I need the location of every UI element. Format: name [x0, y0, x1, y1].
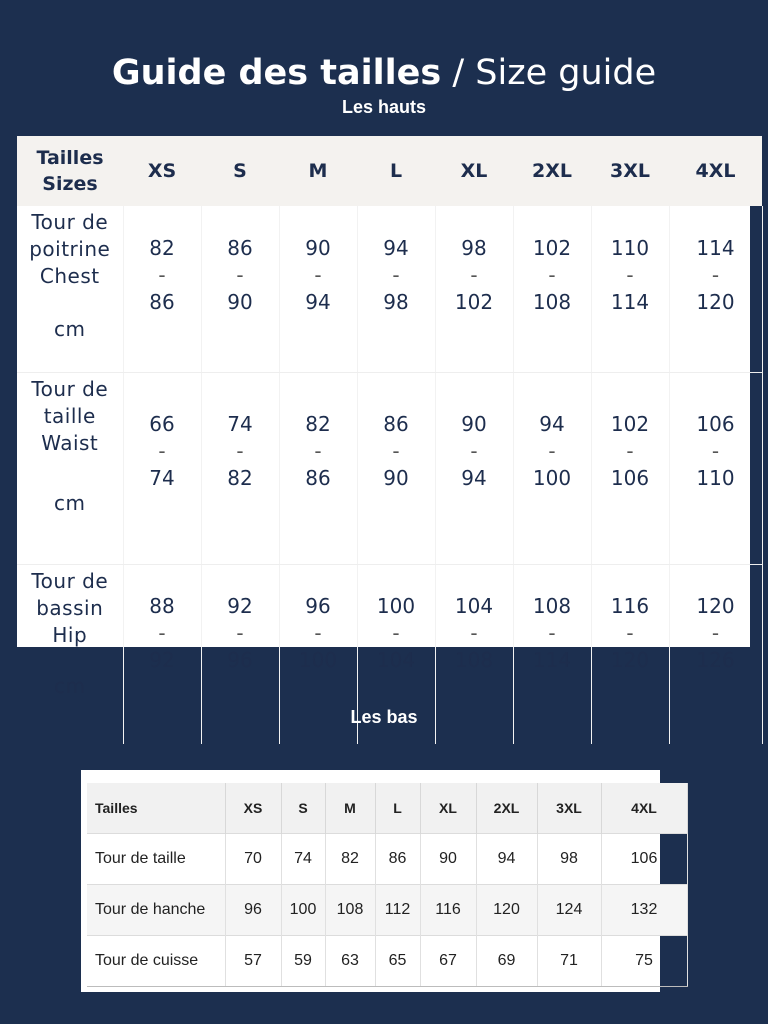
size-value-cell: 100	[281, 885, 325, 936]
range-max: 82	[227, 466, 253, 490]
size-header: 3XL	[537, 783, 601, 834]
range-min: 100	[376, 594, 416, 618]
size-header: 2XL	[476, 783, 537, 834]
size-header: 4XL	[601, 783, 687, 834]
unit-label: cm	[54, 491, 86, 515]
range-min: 120	[696, 594, 735, 618]
size-range-cell	[357, 206, 435, 373]
range-min: 114	[696, 236, 735, 260]
size-header: XS	[123, 136, 201, 206]
size-range-cell	[357, 373, 435, 565]
range-max: 96	[227, 648, 253, 672]
range-min: 96	[305, 594, 331, 618]
range-max: 102	[454, 290, 494, 314]
tops-corner-header	[17, 136, 123, 206]
size-value-cell: 69	[476, 936, 537, 987]
size-value-cell: 106	[601, 834, 687, 885]
range-max: 120	[696, 290, 735, 314]
section-heading-bottoms: Les bas	[350, 707, 418, 727]
range-min: 92	[227, 594, 253, 618]
measurement-label: Tour de hanche	[87, 885, 225, 936]
range-max: 106	[610, 466, 650, 490]
size-value-cell: 74	[281, 834, 325, 885]
title-french: Guide des tailles	[111, 53, 442, 93]
section-heading-tops: Les hauts	[341, 97, 427, 117]
range-max: 100	[532, 466, 572, 490]
tops-header-row	[17, 136, 762, 206]
range-min: 102	[610, 412, 650, 436]
size-header: XL	[435, 136, 513, 206]
size-value-cell: 94	[476, 834, 537, 885]
title-english: / Size guide	[452, 53, 657, 93]
range-separator: -	[470, 621, 478, 645]
tops-measure-row	[17, 373, 762, 565]
range-max: 114	[610, 290, 650, 314]
range-min: 88	[149, 594, 175, 618]
range-separator: -	[158, 621, 166, 645]
size-range-cell	[591, 373, 669, 565]
size-value-cell: 70	[225, 834, 281, 885]
range-min: 82	[305, 412, 331, 436]
bottoms-corner-header: Tailles	[87, 783, 225, 834]
range-separator: -	[236, 263, 244, 287]
range-separator: -	[158, 263, 166, 287]
size-header: M	[325, 783, 375, 834]
measurement-label-line: taille	[43, 404, 96, 428]
measurement-label-line: Waist	[41, 431, 99, 455]
size-value-cell: 63	[325, 936, 375, 987]
range-separator: -	[548, 263, 556, 287]
range-min: 108	[532, 594, 572, 618]
size-value-cell: 124	[537, 885, 601, 936]
range-min: 66	[149, 412, 175, 436]
bottoms-measure-row	[87, 834, 687, 885]
unit-label: cm	[54, 317, 86, 341]
range-separator: -	[392, 263, 400, 287]
size-value-cell: 75	[601, 936, 687, 987]
size-range-cell	[669, 373, 762, 565]
size-header: 2XL	[513, 136, 591, 206]
size-range-cell	[279, 373, 357, 565]
size-range-cell	[123, 373, 201, 565]
range-separator: -	[626, 263, 634, 287]
size-value-cell: 98	[537, 834, 601, 885]
corner-label-en: Sizes	[42, 173, 98, 195]
range-min: 82	[149, 236, 175, 260]
size-range-cell	[279, 206, 357, 373]
range-separator: -	[548, 621, 556, 645]
size-value-cell: 96	[225, 885, 281, 936]
range-max: 100	[298, 648, 338, 672]
measurement-label-line: Tour de	[31, 210, 109, 234]
range-separator: -	[158, 439, 166, 463]
range-min: 116	[610, 594, 650, 618]
range-max: 86	[149, 290, 175, 314]
range-separator: -	[470, 263, 478, 287]
size-value-cell: 57	[225, 936, 281, 987]
measurement-label: Tour de cuisse	[87, 936, 225, 987]
range-min: 74	[227, 412, 253, 436]
range-max: 90	[227, 290, 253, 314]
range-min: 104	[454, 594, 494, 618]
bottoms-measure-row	[87, 885, 687, 936]
size-value-cell: 120	[476, 885, 537, 936]
range-max: 120	[610, 648, 650, 672]
size-header: L	[357, 136, 435, 206]
size-value-cell: 116	[420, 885, 476, 936]
range-min: 102	[532, 236, 572, 260]
size-value-cell: 65	[375, 936, 420, 987]
range-min: 90	[305, 236, 331, 260]
range-separator: -	[314, 439, 322, 463]
range-separator: -	[470, 439, 478, 463]
range-min: 98	[461, 236, 487, 260]
tops-measure-row	[17, 206, 762, 373]
range-max: 108	[532, 290, 572, 314]
range-max: 92	[149, 648, 175, 672]
range-max: 94	[461, 466, 487, 490]
size-range-cell	[513, 373, 591, 565]
size-header: XS	[225, 783, 281, 834]
size-value-cell: 59	[281, 936, 325, 987]
size-value-cell: 82	[325, 834, 375, 885]
size-header: M	[279, 136, 357, 206]
size-range-cell	[435, 206, 513, 373]
range-separator: -	[711, 439, 720, 463]
range-separator: -	[711, 621, 720, 645]
range-max: 108	[454, 648, 494, 672]
size-range-cell	[591, 206, 669, 373]
range-max: 86	[305, 466, 331, 490]
range-min: 94	[383, 236, 409, 260]
range-min: 86	[227, 236, 253, 260]
range-separator: -	[392, 439, 400, 463]
range-max: 94	[305, 290, 331, 314]
measurement-label-line: bassin	[36, 596, 104, 620]
range-separator: -	[236, 439, 244, 463]
measurement-label	[17, 206, 123, 373]
range-min: 106	[696, 412, 735, 436]
unit-label: cm	[54, 674, 86, 698]
range-max: 98	[383, 290, 409, 314]
page-title	[0, 52, 768, 94]
size-value-cell: 112	[375, 885, 420, 936]
size-value-cell: 67	[420, 936, 476, 987]
range-max: 110	[696, 466, 735, 490]
size-header: 3XL	[591, 136, 669, 206]
size-range-cell	[123, 206, 201, 373]
corner-label-fr: Tailles	[36, 147, 104, 169]
range-max: 114	[532, 648, 572, 672]
bottoms-size-table	[81, 770, 660, 992]
measurement-label-line: poitrine	[29, 237, 111, 261]
size-range-cell	[201, 373, 279, 565]
size-header: 4XL	[669, 136, 762, 206]
range-separator: -	[548, 439, 556, 463]
measurement-label	[17, 373, 123, 565]
range-separator: -	[392, 621, 400, 645]
bottoms-header-row	[87, 783, 687, 834]
range-min: 90	[461, 412, 487, 436]
range-separator: -	[711, 263, 720, 287]
size-value-cell: 132	[601, 885, 687, 936]
range-min: 94	[539, 412, 565, 436]
range-min: 86	[383, 412, 409, 436]
measurement-label-line: Tour de	[31, 569, 109, 593]
range-separator: -	[314, 263, 322, 287]
range-separator: -	[626, 621, 634, 645]
range-separator: -	[314, 621, 322, 645]
size-range-cell	[435, 373, 513, 565]
size-header: S	[201, 136, 279, 206]
size-header: S	[281, 783, 325, 834]
measurement-label: Tour de taille	[87, 834, 225, 885]
size-value-cell: 108	[325, 885, 375, 936]
range-max: 126	[696, 648, 735, 672]
size-range-cell	[669, 206, 762, 373]
range-max: 74	[149, 466, 175, 490]
size-header: L	[375, 783, 420, 834]
range-max: 104	[376, 648, 416, 672]
measurement-label-line: Hip	[52, 623, 88, 647]
tops-size-table	[17, 136, 750, 698]
size-range-cell	[513, 206, 591, 373]
range-min: 110	[610, 236, 650, 260]
measurement-label-line: Chest	[39, 264, 100, 288]
size-value-cell: 90	[420, 834, 476, 885]
bottoms-measure-row	[87, 936, 687, 987]
range-max: 90	[383, 466, 409, 490]
size-value-cell: 86	[375, 834, 420, 885]
measurement-label-line: Tour de	[31, 377, 109, 401]
size-range-cell	[201, 206, 279, 373]
size-header: XL	[420, 783, 476, 834]
range-separator: -	[626, 439, 634, 463]
size-value-cell: 71	[537, 936, 601, 987]
range-separator: -	[236, 621, 244, 645]
